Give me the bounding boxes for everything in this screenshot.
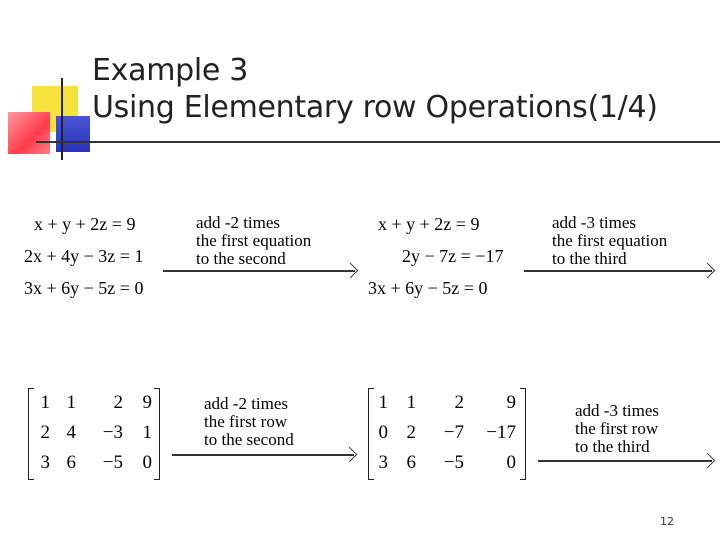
step2-note: [552, 214, 667, 268]
step2-line-2: the first equation: [552, 231, 668, 250]
step3-note: [204, 395, 294, 449]
matrix1-cell: −5: [102, 452, 123, 473]
matrix2-cell: −7: [443, 422, 464, 443]
matrix1-cell: 6: [66, 452, 76, 473]
system2-row-2: 2y − 7z = −17: [402, 246, 504, 266]
matrix2-cell: −5: [443, 452, 464, 473]
matrix1-cell: 3: [40, 452, 50, 473]
matrix1-cell: 2: [40, 422, 50, 443]
matrix2-cell: 0: [506, 452, 516, 473]
step1-line-3: to the second: [196, 249, 286, 268]
system2-row-1: x + y + 2z = 9: [378, 214, 480, 234]
matrix1-cell: 4: [66, 422, 76, 443]
matrix2-cell: 1: [378, 392, 388, 413]
matrix1-cell: 1: [142, 422, 152, 443]
matrix2-cell: −17: [486, 422, 516, 443]
equation-system-2: [368, 212, 528, 302]
matrix2-cell: 6: [406, 452, 416, 473]
matrix1-cell: 1: [40, 392, 50, 413]
step3-line-2: the first row: [204, 412, 288, 431]
matrix1-cell: 2: [113, 392, 123, 413]
matrix2-cell: 9: [506, 392, 516, 413]
step4-line-2: the first row: [575, 419, 659, 438]
step4-line-1: add -3 times: [575, 401, 660, 420]
step3-line-1: add -2 times: [204, 394, 289, 413]
page-number: 12: [660, 515, 674, 528]
step4-note: [575, 402, 659, 456]
title-line-1: Example 3: [92, 53, 249, 88]
system2-row-3: 3x + 6y − 5z = 0: [368, 278, 488, 298]
step4-arrow: [538, 460, 712, 462]
system1-row-1: x + y + 2z = 9: [34, 214, 136, 234]
matrix2-cell: 0: [378, 422, 388, 443]
title-line-2: Using Elementary row Operations(1/4): [92, 90, 658, 125]
matrix2-right-bracket: [520, 388, 526, 480]
step1-note: [196, 214, 311, 268]
matrix2-cell: 2: [454, 392, 464, 413]
system1-row-3: 3x + 6y − 5z = 0: [24, 278, 144, 298]
system1-row-2: 2x + 4y − 3z = 1: [24, 246, 144, 266]
title-underline: [36, 141, 720, 143]
matrix2-cell: 2: [406, 422, 416, 443]
step1-line-1: add -2 times: [196, 213, 281, 232]
step2-line-3: to the third: [552, 249, 627, 268]
decor-red-block: [8, 112, 50, 154]
matrix2-cell: 1: [406, 392, 416, 413]
matrix1-cell: −3: [102, 422, 123, 443]
decor-vertical-line: [61, 78, 63, 160]
step2-line-1: add -3 times: [552, 213, 637, 232]
step2-arrow: [524, 270, 712, 272]
matrix2-cell: 3: [378, 452, 388, 473]
step1-line-2: the first equation: [196, 231, 312, 250]
equation-system-1: [24, 212, 164, 302]
step4-line-3: to the third: [575, 437, 650, 456]
matrix1-cell: 1: [66, 392, 76, 413]
step1-arrow: [163, 270, 355, 272]
step3-line-3: to the second: [204, 430, 294, 449]
augmented-matrix-1: [28, 388, 160, 480]
augmented-matrix-2: [368, 388, 526, 480]
matrix1-cell: 9: [142, 392, 152, 413]
step3-arrow: [172, 454, 354, 456]
slide-title: [92, 52, 658, 126]
matrix1-right-bracket: [154, 388, 160, 480]
matrix1-cell: 0: [142, 452, 152, 473]
